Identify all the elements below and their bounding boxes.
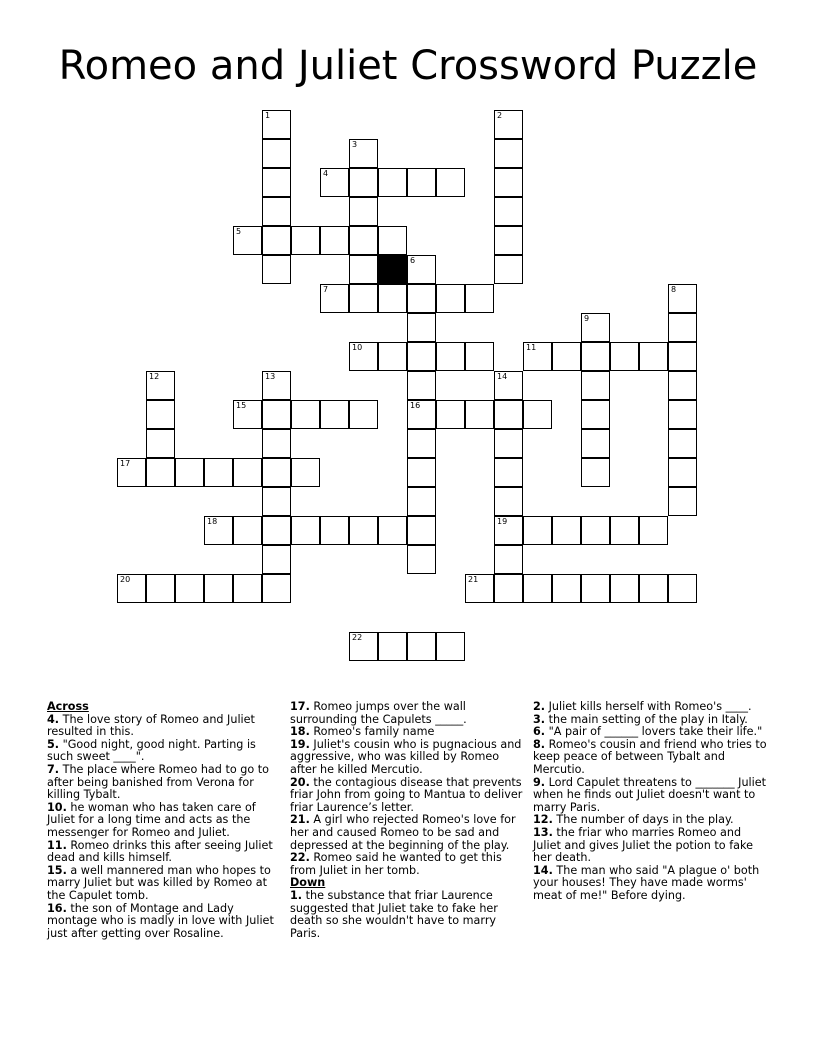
grid-cell[interactable] [175, 574, 204, 603]
clue-number: 16. [47, 901, 67, 915]
across-clue [290, 739, 526, 777]
grid-cell[interactable] [407, 342, 436, 371]
grid-cell[interactable] [117, 574, 146, 603]
clue-number: 13 [265, 372, 276, 381]
grid-cell[interactable] [494, 516, 523, 545]
across-clue [47, 840, 283, 865]
clue-text: A girl who rejected Romeo's love for her and caused Romeo to be sad and depressed at the beginning of the play. [290, 813, 516, 852]
grid-cell[interactable] [436, 400, 465, 429]
clue-number: 9. [533, 775, 546, 789]
grid-cell[interactable] [407, 429, 436, 458]
grid-cell[interactable] [349, 226, 378, 255]
grid-cell[interactable] [581, 400, 610, 429]
grid-cell[interactable] [378, 632, 407, 661]
grid-cell[interactable] [233, 458, 262, 487]
clue-number: 8 [671, 285, 677, 294]
grid-cell[interactable] [581, 342, 610, 371]
grid-cell[interactable] [146, 458, 175, 487]
grid-cell[interactable] [407, 516, 436, 545]
clue-number: 4 [323, 169, 329, 178]
grid-cell[interactable] [436, 168, 465, 197]
clue-text: Juliet kills herself with Romeo's ____. [548, 700, 752, 713]
grid-cell[interactable] [494, 139, 523, 168]
down-clue [533, 777, 769, 815]
grid-cell[interactable] [262, 458, 291, 487]
clue-text: Juliet's cousin who is pugnacious and aggressive, who was killed by Romeo after he killed Mercutio. [290, 737, 522, 776]
grid-cell[interactable] [262, 197, 291, 226]
grid-cell[interactable] [581, 313, 610, 342]
grid-cell[interactable] [291, 400, 320, 429]
grid-cell[interactable] [262, 139, 291, 168]
grid-cell[interactable] [233, 516, 262, 545]
grid-cell[interactable] [465, 574, 494, 603]
across-clue [47, 764, 283, 802]
grid-cell[interactable] [407, 284, 436, 313]
clue-number: 7. [47, 762, 60, 776]
clue-number: 10 [352, 343, 363, 352]
grid-cell[interactable] [146, 400, 175, 429]
grid-cell[interactable] [494, 487, 523, 516]
grid-cell[interactable] [494, 110, 523, 139]
grid-cell[interactable] [494, 168, 523, 197]
clue-text: "Good night, good night. Parting is such sweet ____". [47, 737, 256, 764]
clue-number: 7 [323, 285, 329, 294]
grid-cell[interactable] [552, 516, 581, 545]
down-clue [290, 890, 526, 940]
clue-text: Lord Capulet threatens to _______ Juliet when he finds out Juliet doesn't want to marry Paris. [533, 775, 767, 814]
clue-number: 5 [236, 227, 242, 236]
grid-cell[interactable] [349, 284, 378, 313]
grid-cell[interactable] [117, 458, 146, 487]
across-clue [290, 701, 526, 726]
grid-cell[interactable] [378, 342, 407, 371]
clue-number: 16 [410, 401, 421, 410]
clues-column-2 [290, 701, 526, 940]
across-clue [47, 865, 283, 903]
grid-cell[interactable] [494, 458, 523, 487]
clue-number: 19 [497, 517, 508, 526]
clue-number: 1. [290, 888, 303, 902]
clue-number: 8. [533, 737, 546, 751]
clue-text: he woman who has taken care of Juliet for a long time and acts as the messenger for Romeo and Juliet. [47, 800, 256, 839]
grid-cell[interactable] [494, 429, 523, 458]
grid-cell[interactable] [465, 400, 494, 429]
grid-cell[interactable] [668, 487, 697, 516]
clue-number: 20 [120, 575, 131, 584]
grid-cell[interactable] [291, 516, 320, 545]
clue-number: 3. [533, 712, 546, 726]
clue-number: 22 [352, 633, 363, 642]
clue-number: 4. [47, 712, 60, 726]
down-clue [533, 739, 769, 777]
grid-cell[interactable] [262, 400, 291, 429]
grid-cell[interactable] [146, 574, 175, 603]
grid-cell[interactable] [262, 487, 291, 516]
grid-cell[interactable] [407, 255, 436, 284]
grid-cell[interactable] [552, 342, 581, 371]
clue-number: 14 [497, 372, 508, 381]
across-header: Across [47, 700, 89, 713]
grid-cell[interactable] [668, 313, 697, 342]
clue-text: The number of days in the play. [556, 813, 734, 827]
grid-cell[interactable] [668, 371, 697, 400]
clue-text: Romeo jumps over the wall surrounding the Capulets _____. [290, 700, 467, 726]
grid-cell[interactable] [523, 574, 552, 603]
grid-cell[interactable] [639, 574, 668, 603]
clue-number: 15 [236, 401, 247, 410]
clues-section [47, 701, 777, 951]
grid-cell[interactable] [407, 371, 436, 400]
grid-cell[interactable] [407, 545, 436, 574]
grid-cell[interactable] [465, 284, 494, 313]
grid-cell[interactable] [668, 284, 697, 313]
grid-cell[interactable] [233, 400, 262, 429]
clue-number: 17 [120, 459, 131, 468]
clue-number: 20. [290, 775, 310, 789]
clue-number: 2 [497, 111, 503, 120]
clue-text: the substance that friar Laurence suggested that Juliet take to fake her death so she wouldn't have to marry Paris. [290, 888, 498, 940]
clue-text: The place where Romeo had to go to after being banished from Verona for killing Tybalt. [47, 762, 269, 802]
grid-cell[interactable] [320, 168, 349, 197]
across-clue [47, 903, 283, 941]
grid-cell[interactable] [523, 400, 552, 429]
grid-cell[interactable] [668, 429, 697, 458]
grid-cell[interactable] [291, 458, 320, 487]
grid-cell[interactable] [436, 632, 465, 661]
grid-cell[interactable] [407, 487, 436, 516]
grid-cell[interactable] [204, 574, 233, 603]
clue-number: 19. [290, 737, 310, 751]
grid-cell[interactable] [639, 342, 668, 371]
grid-cell[interactable] [378, 516, 407, 545]
clue-number: 17. [290, 700, 310, 713]
grid-cell[interactable] [233, 226, 262, 255]
grid-cell[interactable] [581, 371, 610, 400]
clue-text: the friar who marries Romeo and Juliet and gives Juliet the potion to fake her death. [533, 825, 753, 865]
grid-cell[interactable] [320, 284, 349, 313]
grid-cell[interactable] [320, 516, 349, 545]
clue-number: 15. [47, 863, 67, 877]
down-clue [533, 827, 769, 865]
clue-number: 21. [290, 813, 310, 827]
grid-cell[interactable] [262, 255, 291, 284]
grid-cell[interactable] [581, 458, 610, 487]
grid-cell[interactable] [291, 226, 320, 255]
clue-number: 9 [584, 314, 590, 323]
clue-number: 11 [526, 343, 537, 352]
clues-column-3 [533, 701, 769, 903]
grid-cell[interactable] [378, 168, 407, 197]
grid-cell[interactable] [262, 429, 291, 458]
grid-cell[interactable] [378, 284, 407, 313]
grid-cell[interactable] [610, 342, 639, 371]
clue-number: 10. [47, 800, 67, 814]
clue-text: Romeo drinks this after seeing Juliet dead and kills himself. [47, 838, 273, 865]
grid-cell[interactable] [523, 516, 552, 545]
grid-cell[interactable] [465, 342, 494, 371]
grid-cell[interactable] [349, 139, 378, 168]
page-title: Romeo and Juliet Crossword Puzzle [58, 43, 758, 89]
clue-number: 6 [410, 256, 416, 265]
grid-cell[interactable] [552, 574, 581, 603]
across-clue [290, 852, 526, 877]
clue-number: 22. [290, 851, 310, 865]
clue-text: The love story of Romeo and Juliet resulted in this. [47, 712, 255, 739]
clue-number: 13. [533, 825, 553, 839]
grid-cell[interactable] [320, 400, 349, 429]
grid-cell[interactable] [349, 197, 378, 226]
across-clue [47, 714, 283, 739]
clue-text: "A pair of ______ lovers take their life." [548, 725, 763, 739]
grid-cell[interactable] [494, 226, 523, 255]
grid-cell[interactable] [668, 458, 697, 487]
grid-cell[interactable] [349, 516, 378, 545]
grid-cell[interactable] [407, 632, 436, 661]
grid-cell[interactable] [262, 574, 291, 603]
grid-cell[interactable] [494, 197, 523, 226]
down-clue [533, 865, 769, 903]
across-clue [47, 739, 283, 764]
across-clue [290, 814, 526, 852]
grid-cell[interactable] [262, 516, 291, 545]
grid-cell[interactable] [349, 255, 378, 284]
clue-number: 3 [352, 140, 358, 149]
grid-cell[interactable] [146, 429, 175, 458]
clue-number: 1 [265, 111, 271, 120]
grid-cell[interactable] [175, 458, 204, 487]
clue-number: 18. [290, 725, 310, 739]
clue-text: Romeo's family name [313, 725, 435, 739]
clue-text: the son of Montage and Lady montage who is madly in love with Juliet just after getting over Rosaline. [47, 901, 274, 940]
grid-cell[interactable] [639, 516, 668, 545]
grid-cell[interactable] [494, 574, 523, 603]
grid-cell[interactable] [320, 226, 349, 255]
grid-cell[interactable] [262, 168, 291, 197]
grid-cell[interactable] [262, 110, 291, 139]
grid-cell[interactable] [407, 458, 436, 487]
grid-cell[interactable] [262, 545, 291, 574]
clue-number: 5. [47, 737, 60, 751]
across-clue [47, 802, 283, 840]
grid-cell[interactable] [233, 574, 262, 603]
grid-cell[interactable] [581, 516, 610, 545]
clue-number: 21 [468, 575, 479, 584]
clue-number: 14. [533, 863, 553, 877]
grid-cell[interactable] [494, 371, 523, 400]
grid-cell[interactable] [668, 400, 697, 429]
grid-cell[interactable] [349, 168, 378, 197]
clue-text: Romeo said he wanted to get this from Juliet in her tomb. [290, 851, 502, 877]
grid-cell[interactable] [349, 400, 378, 429]
grid-cell[interactable] [349, 632, 378, 661]
clues-column-1 [47, 701, 283, 940]
grid-cell[interactable] [436, 342, 465, 371]
clue-text: the contagious disease that prevents friar John from going to Mantua to deliver friar Laurence’s letter. [290, 775, 523, 814]
clue-number: 2. [533, 700, 546, 713]
clue-text: the main setting of the play in Italy. [548, 712, 748, 726]
grid-cell-blocked [378, 255, 407, 284]
clue-number: 6. [533, 725, 546, 739]
grid-cell[interactable] [204, 516, 233, 545]
grid-cell[interactable] [494, 255, 523, 284]
across-clue [290, 777, 526, 815]
grid-cell[interactable] [523, 342, 552, 371]
grid-cell[interactable] [581, 429, 610, 458]
grid-cell[interactable] [146, 371, 175, 400]
grid-cell[interactable] [436, 284, 465, 313]
grid-cell[interactable] [407, 400, 436, 429]
grid-cell[interactable] [494, 545, 523, 574]
grid-cell[interactable] [668, 574, 697, 603]
grid-cell[interactable] [262, 371, 291, 400]
clue-text: a well mannered man who hopes to marry Juliet but was killed by Romeo at the Capulet tomb. [47, 863, 271, 902]
grid-cell[interactable] [204, 458, 233, 487]
grid-cell[interactable] [610, 516, 639, 545]
grid-cell[interactable] [494, 400, 523, 429]
grid-cell[interactable] [610, 574, 639, 603]
clue-text: The man who said "A plague o' both your houses! They have made worms' meat of me!" Before dying. [533, 863, 760, 902]
grid-cell[interactable] [668, 342, 697, 371]
grid-cell[interactable] [262, 226, 291, 255]
clue-number: 18 [207, 517, 218, 526]
grid-cell[interactable] [581, 574, 610, 603]
down-header: Down [290, 876, 326, 890]
clue-number: 12. [533, 813, 553, 827]
clue-text: Romeo's cousin and friend who tries to keep peace of between Tybalt and Mercutio. [533, 737, 767, 776]
grid-cell[interactable] [407, 313, 436, 342]
clue-number: 12 [149, 372, 160, 381]
grid-cell[interactable] [407, 168, 436, 197]
grid-cell[interactable] [378, 226, 407, 255]
clue-number: 11. [47, 838, 67, 852]
grid-cell[interactable] [349, 342, 378, 371]
